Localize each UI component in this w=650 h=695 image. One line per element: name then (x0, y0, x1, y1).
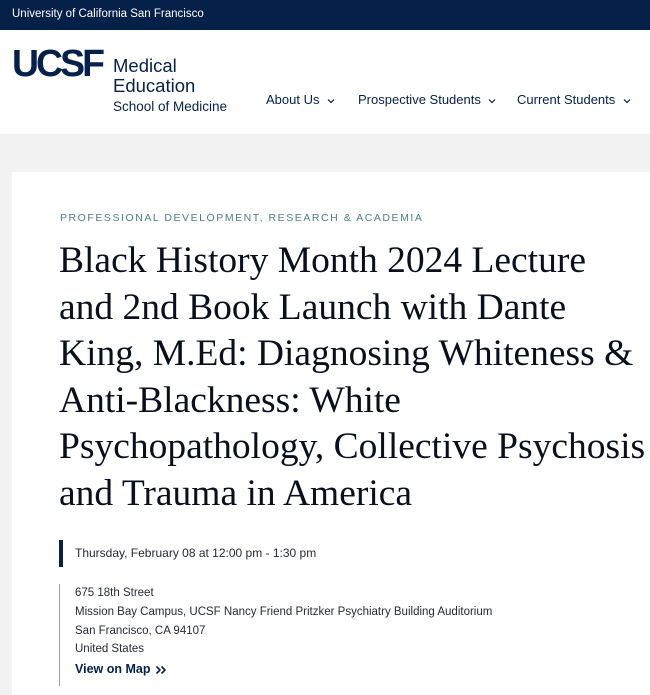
logo-line-education: Education (113, 75, 196, 96)
event-datetime: Thursday, February 08 at 12:00 pm - 1:30 pm (75, 546, 317, 560)
nav-about-us-label: About Us (266, 92, 320, 107)
chevron-down-icon (487, 96, 497, 106)
nav-current-students-label: Current Students (517, 92, 616, 107)
view-on-map-label: View on Map (75, 662, 151, 677)
nav-prospective-students-label: Prospective Students (358, 92, 481, 107)
nav-current-students[interactable] (517, 92, 632, 107)
event-category: PROFESSIONAL DEVELOPMENT, RESEARCH & ACADEMIA (60, 212, 424, 224)
address-street: 675 18th Street (75, 587, 154, 599)
address-location: Mission Bay Campus, UCSF Nancy Friend Pritzker Psychiatry Building Auditorium (75, 605, 493, 618)
logo-text (113, 56, 227, 116)
nav-about-us[interactable] (266, 92, 336, 107)
logo-line-school: School of Medicine (113, 99, 228, 114)
event-datetime-block (59, 540, 316, 567)
double-chevron-right-icon (155, 665, 167, 675)
address-country: United States (75, 643, 145, 656)
view-on-map-link[interactable] (75, 662, 167, 676)
event-title: Black History Month 2024 Lecture and 2nd Book Launch with Dante King, M.Ed: Diagnosing Whiteness & Anti-Blackness: White Psychopathology, Collective Psychosis and Trauma in America (59, 240, 646, 514)
ucsf-university-link[interactable]: University of California San Francisco (12, 8, 204, 20)
chevron-down-icon (326, 96, 336, 106)
chevron-down-icon (622, 96, 632, 106)
logo-line-medical: Medical (113, 55, 177, 76)
ucsf-medical-education-logo[interactable] (12, 43, 252, 126)
nav-prospective-students[interactable] (358, 92, 497, 107)
site-header (0, 30, 650, 134)
address-city: San Francisco, CA 94107 (75, 624, 206, 637)
ucsf-wordmark: UCSF (12, 43, 104, 85)
top-utility-bar (0, 0, 650, 30)
ucsf-logo-mark (12, 43, 104, 92)
event-address-block (59, 584, 492, 686)
